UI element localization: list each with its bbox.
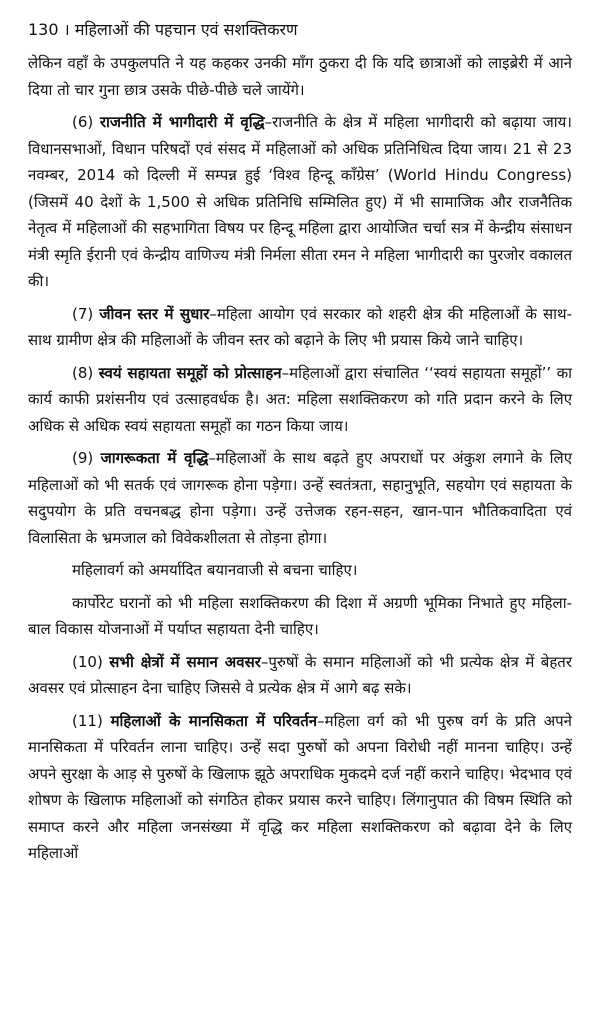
point-number: (10) (72, 652, 110, 671)
point-heading: स्वयं सहायता समूहों को प्रोत्साहन (98, 363, 282, 382)
paragraph-text: कार्पोरेट घरानों को भी महिला सशक्तिकरण की दिशा में अग्रणी भूमिका निभाते हुए महिला-बाल विकास योजनाओं में पर्याप्त सहायता देनी चाहिए। (28, 593, 572, 638)
paragraph-text: लेकिन वहाँ के उपकुलपति ने यह कहकर उनकी माँग ठुकरा दी कि यदि छात्राओं को लाइब्रेरी में आने दिया तो चार गुना छात्र उसके पीछे-पीछे चले जायेंगे। (28, 54, 572, 99)
paragraph-text: –पुरुषों के समान महिलाओं को भी प्रत्येक क्षेत्र में बेहतर अवसर एवं प्रोत्साहन देना चाहिए जिससे वे प्रत्येक क्षेत्र में आगे बढ़ सके। (28, 652, 572, 697)
paragraph-text: –महिलाओं के साथ बढ़ते हुए अपराधों पर अंकुश लगाने के लिए महिलाओं को भी सतर्क एवं जागरूक होना पड़ेगा। उन्हें स्वतंत्रता, सहानुभूति, सहयोग एवं सहायता के सदुपयोग के प्रति वचनबद्ध होना पड़ेगा। उन्हें उत्तेजक रहन-सहन, खान-पान भौतिकवादिता एवं विलासिता के भ्रमजाल को विवेकशीलता से तोड़ना होगा। (28, 449, 572, 547)
paragraph-plain (28, 557, 572, 584)
point-number: (9) (72, 449, 101, 467)
running-header (28, 18, 572, 42)
paragraph-point-7 (28, 301, 572, 354)
header-separator: । (63, 20, 70, 39)
paragraph-point-8 (28, 360, 572, 440)
point-heading: जागरूकता में वृद्धि (100, 449, 209, 467)
paragraph-point-9 (28, 445, 572, 551)
paragraph-plain (28, 590, 572, 643)
paragraph-continuation (28, 50, 572, 103)
point-heading: जीवन स्तर में सुधार (99, 304, 210, 323)
paragraph-text: –राजनीति के क्षेत्र में महिला भागीदारी को बढ़ाया जाय। विधानसभाओं, विधान परिषदों एवं संसद में महिलाओं को अधिक प्रतिनिधित्व दिया जाय। 21 से 23 नवम्बर, 2014 को दिल्ली में सम्पन्न हुई ‘विश्व हिन्दू काँग्रेस’ (World Hindu Congress) (जिसमें 40 देशों के 1,500 से अधिक प्रतिनिधि सम्मिलित हुए) में भी सामाजिक और राजनैतिक नेतृत्व में महिलाओं की सहभागिता विषय पर हिन्दू महिला द्वारा आयोजित चर्चा सत्र में केन्द्रीय संसाधन मंत्री स्मृति ईरानी एवं केन्द्रीय वाणिज्य मंत्री निर्मला सीता रमन ने महिला भागीदारी का पुरजोर वकालत की। (28, 113, 572, 290)
paragraph-text: –महिला वर्ग को भी पुरुष वर्ग के प्रति अपने मानसिकता में परिवर्तन लाना चाहिए। उन्हें सदा पुरुषों को अपना विरोधी नहीं मानना चाहिए। उन्हें अपने सुरक्षा के आड़ से पुरुषों के खिलाफ झूठे अपराधिक मुकदमे दर्ज नहीं कराने चाहिए। भेदभाव एवं शोषण के खिलाफ महिलाओं को संगठित होकर प्रयास करने चाहिए। लिंगानुपात की विषम स्थिति को समाप्त करने और महिला जनसंख्या में वृद्धि कर महिला सशक्तिकरण को बढ़ावा देने के लिए महिलाओं (28, 711, 573, 862)
paragraph-text: –महिलाओं द्वारा संचालित ‘‘स्वयं सहायता समूहों’’ का कार्य काफी प्रशंसनीय एवं उत्साहवर्धक है। अत: महिला सशक्तिकरण को गति प्रदान करने के लिए अधिक से अधिक स्वयं सहायता समूहों का गठन किया जाय। (28, 363, 573, 435)
point-number: (8) (72, 363, 99, 382)
point-heading: राजनीति में भागीदारी में वृद्धि (99, 113, 265, 131)
paragraph-point-10 (28, 649, 572, 702)
paragraph-text: महिलावर्ग को अमर्यादित बयानवाजी से बचना चाहिए। (72, 561, 358, 579)
point-number: (11) (72, 711, 111, 730)
point-heading: महिलाओं के मानसिकता में परिवर्तन (110, 711, 318, 730)
paragraph-point-6 (28, 109, 572, 295)
point-number: (6) (72, 113, 100, 131)
paragraph-point-11 (28, 708, 572, 867)
page-number: 130 (28, 20, 59, 39)
running-title: महिलाओं की पहचान एवं सशक्तिकरण (74, 20, 298, 39)
point-number: (7) (72, 304, 100, 323)
point-heading: सभी क्षेत्रों में समान अवसर (109, 652, 261, 671)
paragraph-text: –महिला आयोग एवं सरकार को शहरी क्षेत्र की महिलाओं के साथ-साथ ग्रामीण क्षेत्र की महिलाओं के जीवन स्तर को बढ़ाने के लिए भी प्रयास किये जाने चाहिए। (28, 304, 572, 349)
